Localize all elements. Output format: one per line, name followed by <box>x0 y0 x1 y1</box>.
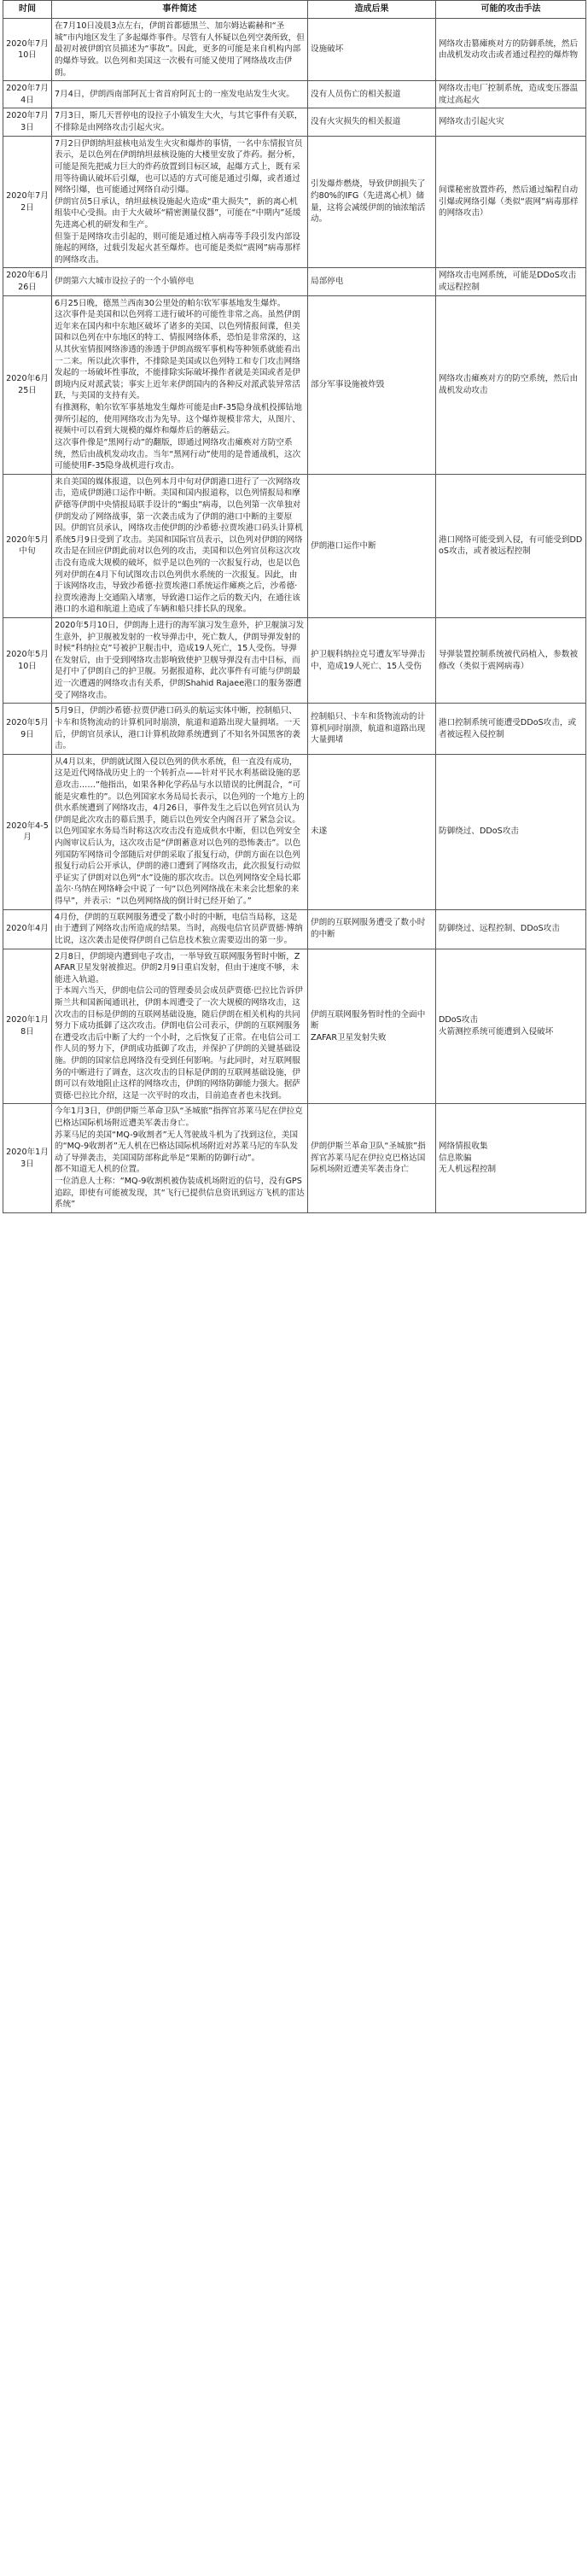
event-description <box>52 19 308 81</box>
event-consequence-paragraph: ZAFAR卫星发射失败 <box>311 1032 387 1043</box>
event-description-paragraph: 但鉴于是网络攻击引起的，则可能是通过植入病毒等手段引发内部设施起的网络，过载引发起火甚至爆炸。也可能是类似“震网”病毒那样的网络攻击。 <box>55 231 301 265</box>
event-consequence <box>308 108 436 136</box>
event-consequence <box>308 81 436 108</box>
table-row <box>3 704 586 754</box>
event-attack-method <box>436 136 586 268</box>
event-description <box>52 108 308 136</box>
event-time: 2020年4-5月 <box>3 754 52 909</box>
table-row <box>3 618 586 704</box>
event-attack-method-paragraph: DDoS攻击 <box>439 1015 478 1025</box>
table-row <box>3 136 586 268</box>
event-description-paragraph: 苏莱马尼的美国“MQ-9收割者”无人驾驶战斗机为了找到这位，美国的“MQ-9收割者”无人机在巴格达国际机场附近对苏莱马尼的车队发动了导弹袭击，美国国防部称此举是“果断的防御行动”。 <box>55 1130 299 1163</box>
event-consequence-paragraph: 控制船只、卡车和货物流动的计算机同时崩溃，航道和道路出现大量拥堵 <box>311 712 426 745</box>
event-description-paragraph: 于本周六当天，伊朗电信公司的管理委员会成员萨贾德·巴拉比告诉伊斯兰共和国新闻通讯社，伊朗本周遭受了一次大规模的网络攻击，这次攻击的目标是伊朗的互联网基础设施，随后伊朗在相关机构的共同努力下成功抵御了这次攻击。伊朗电信公司表示，伊朗的互联网服务在遭受攻击后中断了大约一个小时，之后恢复了正常。在电信公司工作人员的努力下，伊朗成功抵御了攻击，并保护了伊朗的关键基础设施。伊朗的国家信息网络没有受到任何影响。与此同时，对互联网服务的中断进行了调查，这次攻击的目标是伊朗的互联网基础设施，伊朗可以有效地阻止这样的网络攻击，伊朗的网络防御能力强大。据萨贾德·巴拉比介绍，这是一次平时的攻击，目前追查者也未找到。 <box>55 986 303 1101</box>
event-attack-method-paragraph: 港口控制系统可能遭受DDoS攻击，或者被远程入侵控制 <box>439 717 577 739</box>
event-consequence <box>308 618 436 704</box>
event-description <box>52 1104 308 1212</box>
table-row <box>3 81 586 108</box>
event-consequence-paragraph: 伊朗的互联网服务遭受了数小时的中断 <box>311 918 426 940</box>
event-description-paragraph: 这次事件是美国和以色列将工进行破坏的可能性非常之高。虽然伊朗近年来在国内和中东地区破坏了诸多的美国、以色列情报间谍，但美国和以色列在中东地区的特工、情报网络体系，恐怕是非常深的，这从其伙室情报网络渗透的渗透于伊朗高级军事机构等种领系就能看出一二来。所以此次事件，不排除是美国或以色列特工和专门攻击网络发起的一场破坏性事故，不能排除实际破坏操作者就是美国或者是伊朗境内反对派武装；事实上近年来伊朗国内的各种反对派武装异常活跃，与美国的支持有关。 <box>55 310 300 401</box>
event-attack-method <box>436 108 586 136</box>
event-consequence-paragraph: 设施破坏 <box>311 44 344 55</box>
event-description-paragraph: 7月3日，斯几天晋停电的设拉子小镇发生大火，与其它事件有关联，不排除是由网络攻击引起火灾。 <box>55 111 303 133</box>
event-description-paragraph: 来自美国的媒体报道，以色列本月中旬对伊朗港口进行了一次网络攻击，造成伊朗港口运作中断。美国和国内报道称，以色列情报局和摩萨德等伊朗中央情报局联手设计的“蝎虫”病毒，以色列第一次单独对伊朗发动了网络战事，第一次袭击成为了伊朗的港口中断的主要原因。伊朗官员承认，网络攻击使伊朗的沙希德·拉贾埃港口码头计算机系统5月9日受到了攻击。美国和国际官员表示，以色列对伊朗的网络攻击是在回应伊朗此前对以色列的攻击，美国和以色列官员称这次攻击没有造成大规模的破坏，似乎是以色列的一次报复行动，也是以色列对伊朗在4月下旬试图攻击以色列供水系统的一次报复。因此，由于该网络攻击，导致沙希德·拉贾埃港口系统运作瘫痪之后，沙希德·拉贾埃港海上交通陷入堵塞，导致港口运作之后的数天内，在通往该港口的水道和航道上造成了车辆和船只排长队的现象。 <box>55 476 303 615</box>
event-time: 2020年5月中旬 <box>3 474 52 617</box>
event-consequence <box>308 136 436 268</box>
event-attack-method <box>436 618 586 704</box>
event-attack-method-paragraph: 网络攻击引起火灾 <box>439 117 504 127</box>
event-attack-method-paragraph: 无人机远程控制 <box>439 1165 497 1175</box>
event-time: 2020年6月25日 <box>3 295 52 474</box>
event-description <box>52 618 308 704</box>
event-description <box>52 268 308 295</box>
event-consequence-paragraph: 伊朗伊斯兰革命卫队“圣城旅”指挥官苏莱马尼在伊拉克巴格达国际机场附近遭美军袭击身亡 <box>311 1142 426 1175</box>
event-consequence <box>308 909 436 949</box>
event-time: 2020年6月26日 <box>3 268 52 295</box>
header-description: 事件简述 <box>52 1 308 19</box>
event-description-paragraph: 这次事件像是“黑网行动”的翻版，即通过网络攻击瘫痪对方防空系统，然后由战机发动攻击。当年“黑网行动”使用的是普通战机，这次可能使用F-35隐身战机进行攻击。 <box>55 437 301 471</box>
event-attack-method <box>436 754 586 909</box>
event-description <box>52 474 308 617</box>
header-consequence: 造成后果 <box>308 1 436 19</box>
event-consequence-paragraph: 伊朗港口运作中断 <box>311 540 376 551</box>
event-consequence <box>308 704 436 754</box>
event-time: 2020年7月4日 <box>3 81 52 108</box>
event-consequence <box>308 474 436 617</box>
event-time: 2020年7月10日 <box>3 19 52 81</box>
event-description-paragraph: 4月份，伊朗的互联网服务遭受了数小时的中断，电信当局称，这是由于遭到了网络攻击所造成的结果。当时，高级电信官员萨贾德·博纳比说，这次袭击是使得伊朗自己信息技术独立需要迈出的第一步。 <box>55 912 303 945</box>
event-consequence-paragraph: 没有人员伤亡的相关报道 <box>311 90 401 100</box>
event-attack-method-paragraph: 港口网络可能受到入侵，有可能受到DDoS攻击，或者被远程控制 <box>439 534 583 557</box>
event-description-paragraph: 一位消息人士称：“MQ-9收割机被伪装成机场附近的信号，没有GPS追踪，即使有可能被发现，其“飞行已提供信息资讯到远方飞机的雷达系统” <box>55 1177 305 1210</box>
event-attack-method <box>436 81 586 108</box>
event-consequence-paragraph: 没有火灾损失的相关报道 <box>311 117 401 127</box>
table-row <box>3 19 586 81</box>
event-attack-method <box>436 909 586 949</box>
table-header-row <box>3 1 586 19</box>
table-row <box>3 1104 586 1212</box>
event-consequence <box>308 19 436 81</box>
event-attack-method-paragraph: 防御绕过、DDoS攻击 <box>439 827 519 837</box>
event-consequence <box>308 1104 436 1212</box>
event-description-paragraph: 6月25日晚，德黑兰西南30公里处的帕尔钦军事基地发生爆炸。 <box>55 298 286 308</box>
event-consequence-paragraph: 局部停电 <box>311 277 344 287</box>
event-attack-method-paragraph: 导弹装置控制系统被代码植入，参数被修改（类似于震网病毒） <box>439 650 579 671</box>
event-description-paragraph: 有推测称，帕尔钦军事基地发生爆炸可能是由F-35隐身战机投掷钻地弹所引起的，使用网络攻击为先导。这个爆炸规模非常大，从图片、视频中可以看到大规模的爆炸和爆炸后的蘑菇云。 <box>55 403 302 436</box>
event-consequence-paragraph: 引发爆炸燃烧，导致伊朗损失了约80%的IFG（先进离心机）储量，这将会减缓伊朗的铀浓缩活动。 <box>311 179 426 225</box>
event-description-paragraph: 5月9日，伊朗沙希德·拉贾伊港口码头的航运实体中断，控制船只、卡车和货物流动的计算机同时崩溃，航道和道路出现大量拥堵。一天后，伊朗官员承认，港口计算机故障系统遭到了不知名外国黑客的袭击。 <box>55 706 300 751</box>
event-description <box>52 81 308 108</box>
event-consequence <box>308 295 436 474</box>
event-description-paragraph: 从4月以来，伊朗就试图入侵以色列的供水系统，但一直没有成功，这是近代网络战历史上的一个转折点——针对平民水利基础设施的恶意攻击……”他指出，如果各种化学药品与水以错误的比例混合，“可能是灾难性的”。以色列国家水务局局长表示，以色列的一个地方上的供水系统遭到了网络攻击，4月26日，事件发生之后以色列官员认为伊朗是此次攻击的幕后黑手，随后以色列安全内阁召开了紧急会议。以色列国家水务局当时称这次攻击没有造成供水中断，但以色列安全内阁审议后认为，这次攻击是“伊朗蓄意对以色列的恐怖袭击”。以色列国防军网络司令部随后对伊朗采取了报复行动，伊朗方面在以色列报复行动后公开承认，伊朗的港口遭到了网络攻击，此次报复行动似乎证实了伊朗对以色列“水”设施的那次攻击。以色列网络安全局长耶盖尔·乌纳在网络峰会中说了一句“以色列网络战在未来会比想象的来得早”，并表示：“以色列网络战的倒计时已经开始了。” <box>55 756 305 907</box>
event-attack-method-paragraph: 网络情报收集 <box>439 1142 488 1152</box>
event-attack-method-paragraph: 信息欺骗 <box>439 1153 472 1163</box>
event-description-paragraph: 伊朗官员5日承认，纳坦兹核设施起火造成“重大损失”，新的离心机组装中心受损。由于大火破坏“精密测量仪器”，可能在“中期内”延缓先进离心机的研发和生产。 <box>55 196 301 230</box>
event-description <box>52 704 308 754</box>
event-consequence-paragraph: 部分军事设施被炸毁 <box>311 379 385 389</box>
event-attack-method-paragraph: 网络攻击篡瘫痪对方的防御系统，然后由战机发动攻击或者通过程控的爆炸物 <box>439 38 579 61</box>
event-description-paragraph: 7月2日伊朗纳坦兹核电站发生火灾和爆炸的事情，一名中东情报官员表示，是以色列在伊朗纳坦兹核设施的大楼里安放了炸药。据分析，可能是预先把威力巨大的炸药放置到目标区域，起爆方式上，既有采用等待确认破坏后引爆，也可以适的方式可能是通过引爆，或者通过网络引爆，也可能通过网络自动引爆。 <box>55 138 303 196</box>
event-attack-method-paragraph: 间谍秘密放置炸药，然后通过编程自动引爆或网络引爆（类似“震网”病毒那样的网络攻击） <box>439 185 579 219</box>
event-description-paragraph: 今年1月3日，伊朗伊斯兰革命卫队“圣城旅”指挥官苏莱马尼在伊拉克巴格达国际机场附近遭美军袭击身亡。 <box>55 1107 303 1129</box>
event-attack-method <box>436 474 586 617</box>
event-description-paragraph: 都不知道无人机的位置。 <box>55 1165 145 1175</box>
event-attack-method <box>436 949 586 1104</box>
header-attack-method: 可能的攻击手法 <box>436 1 586 19</box>
event-attack-method-paragraph: 网络攻击电厂控制系统，造成变压器温度过高起火 <box>439 84 579 105</box>
event-consequence <box>308 754 436 909</box>
header-time: 时间 <box>3 1 52 19</box>
event-time: 2020年1月3日 <box>3 1104 52 1212</box>
event-time: 2020年1月8日 <box>3 949 52 1104</box>
event-time: 2020年7月2日 <box>3 136 52 268</box>
table-row <box>3 909 586 949</box>
table-row <box>3 949 586 1104</box>
event-consequence-paragraph: 护卫舰科纳拉克号遭友军导弹击中，造成19人死亡、15人受伤 <box>311 650 426 671</box>
event-consequence-paragraph: 未遂 <box>311 827 328 837</box>
event-time: 2020年7月3日 <box>3 108 52 136</box>
table-row <box>3 268 586 295</box>
event-attack-method <box>436 19 586 81</box>
event-attack-method-paragraph: 网络攻击瘫痪对方的防空系统，然后由战机发动攻击 <box>439 374 579 395</box>
event-consequence <box>308 949 436 1104</box>
event-description <box>52 909 308 949</box>
event-description <box>52 949 308 1104</box>
event-consequence-paragraph: 伊朗互联网服务暂时性的全面中断 <box>311 1009 426 1031</box>
table-row <box>3 754 586 909</box>
event-consequence <box>308 268 436 295</box>
event-attack-method <box>436 295 586 474</box>
table-body <box>3 19 586 1213</box>
events-table <box>3 0 586 1213</box>
table-row <box>3 108 586 136</box>
event-description-paragraph: 2月8日，伊朗境内遭到电子攻击，一举导致互联网服务暂时中断，ZAFAR卫星发射被推迟。伊朗2月9日重启发射，但由于速度不够，未能进入轨道。 <box>55 951 300 984</box>
table-row <box>3 295 586 474</box>
event-attack-method-paragraph: 防御绕过、远程控制、DDoS攻击 <box>439 924 560 934</box>
event-description <box>52 136 308 268</box>
event-time: 2020年5月10日 <box>3 618 52 704</box>
event-attack-method-paragraph: 火箭测控系统可能遭到入侵破坏 <box>439 1026 554 1037</box>
event-attack-method-paragraph: 网络攻击电网系统，可能是DDoS攻击或远程控制 <box>439 271 577 292</box>
event-description-paragraph: 在7月10日凌晨3点左右，伊朗首都德黑兰、加尔姆达霸赫和“圣城”市内地区发生了多起爆炸事件。尽管有人怀疑以色列空袭所致，但最初对被伊朗官员描述为“事故”。因此，更多的可能是来自机构内部的爆炸导致。以色列和美国这一次极有可能又使用了网络战攻击伊朗。 <box>55 21 305 78</box>
event-description-paragraph: 伊朗第六大城市设拉子的一个小镇停电 <box>55 277 195 287</box>
event-time: 2020年4月 <box>3 909 52 949</box>
event-attack-method <box>436 268 586 295</box>
table-row <box>3 474 586 617</box>
event-description-paragraph: 7月4日，伊朗西南部阿瓦士省首府阿瓦士的一座发电站发生火灾。 <box>55 90 294 100</box>
event-attack-method <box>436 1104 586 1212</box>
event-description-paragraph: 2020年5月10日，伊朗海上进行的海军演习发生意外，护卫舰演习发生意外，护卫舰被发射的一枚导弹击中，死亡数人，伊朗导弹发射的时候“科纳拉克”号被护卫舰击中，造成19人死亡，15人受伤。导弹在发射后，由于受到网络攻击影响致使护卫舰导弹没有击中目标，而是打中了伊朗自己的护卫舰。另据报道称，此次事件有可能与伊朗最近一次遭遇的网络攻击有关系，伊朗Shahid Rajaee港口的服务器遭受了网络攻击。 <box>55 621 305 700</box>
event-attack-method <box>436 704 586 754</box>
event-description <box>52 754 308 909</box>
event-description <box>52 295 308 474</box>
event-time: 2020年5月9日 <box>3 704 52 754</box>
